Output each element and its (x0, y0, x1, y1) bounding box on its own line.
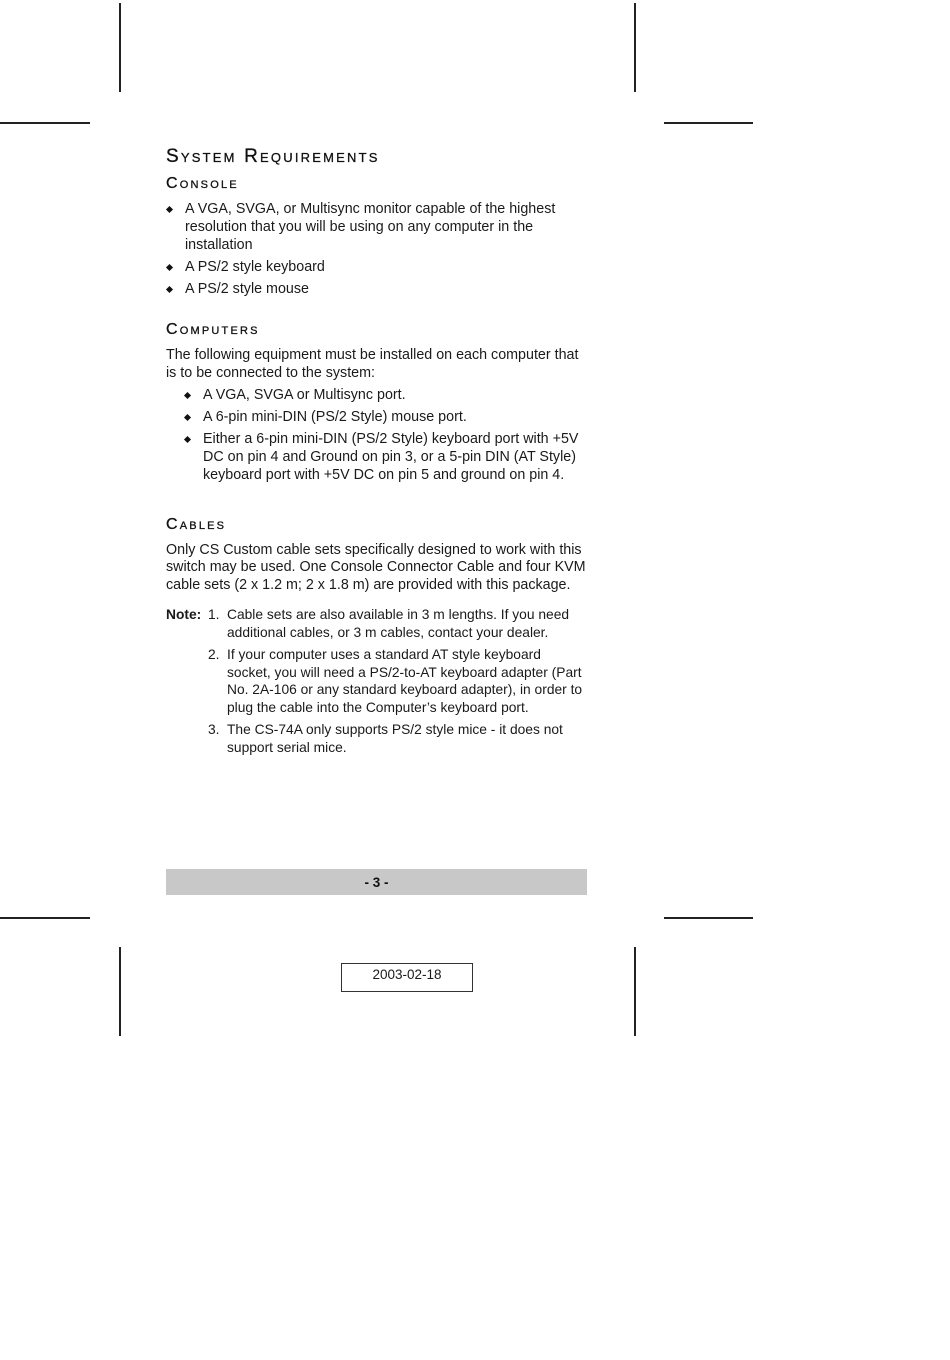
crop-mark-top-right-horizontal (664, 122, 753, 124)
note-text: The CS-74A only supports PS/2 style mice - it does not support serial mice. (227, 722, 563, 756)
computers-intro: The following equipment must be installed on each computer that is to be connected to the system: (166, 346, 579, 381)
crop-mark-top-left-horizontal (0, 122, 90, 124)
computers-heading: Computers (166, 320, 260, 338)
note-number: 1. (208, 606, 220, 622)
cables-intro: Only CS Custom cable sets specifically designed to work with this switch may be used. One Console Connector Cable and four KVM cable sets (2 x 1.2 m; 2 x 1.8 m) are provided with this package. (166, 541, 586, 594)
note-text: Cable sets are also available in 3 m lengths. If you need additional cables, or 3 m cables, contact your dealer. (227, 606, 570, 640)
list-item: A VGA, SVGA, or Multisync monitor capable of the highest resolution that you will be using on any computer in the installation (166, 201, 587, 254)
list-item: A PS/2 style keyboard (166, 259, 587, 277)
cables-notes (166, 606, 587, 757)
diamond-bullet-icon (184, 436, 191, 443)
section-title: System Requirements (166, 146, 380, 167)
crop-mark-bottom-left-horizontal (0, 917, 90, 919)
note-label: Note: (166, 606, 202, 622)
cables-heading: Cables (166, 515, 227, 533)
note-item (166, 606, 587, 642)
diamond-bullet-icon (184, 414, 191, 421)
page-number: - 3 - (364, 874, 389, 890)
list-item: A VGA, SVGA or Multisync port. (184, 387, 587, 405)
list-item: A 6-pin mini-DIN (PS/2 Style) mouse port. (184, 409, 587, 427)
date-text: 2003-02-18 (372, 967, 442, 982)
date-stamp (341, 963, 473, 992)
crop-mark-bottom-left-vertical (119, 947, 121, 1036)
console-list (166, 201, 587, 299)
note-number: 2. (208, 646, 220, 662)
list-item: Either a 6-pin mini-DIN (PS/2 Style) keyboard port with +5V DC on pin 4 and Ground on pin 3, or a 5-pin DIN (AT Style) keyboard port with +5V DC on pin 5 and ground on pin 4. (184, 431, 587, 484)
console-heading: Console (166, 175, 239, 192)
crop-mark-bottom-right-vertical (634, 947, 636, 1036)
page-content (166, 146, 587, 761)
crop-mark-top-right-vertical (634, 3, 636, 92)
computers-list (166, 387, 587, 485)
note-item (166, 646, 587, 717)
note-number: 3. (208, 722, 220, 738)
diamond-bullet-icon (184, 392, 191, 399)
diamond-bullet-icon (166, 206, 173, 213)
list-item: A PS/2 style mouse (166, 281, 587, 299)
note-item (166, 721, 587, 757)
diamond-bullet-icon (166, 264, 173, 271)
crop-mark-top-left-vertical (119, 3, 121, 92)
diamond-bullet-icon (166, 286, 173, 293)
crop-mark-bottom-right-horizontal (664, 917, 753, 919)
page-number-bar (166, 869, 587, 895)
note-text: If your computer uses a standard AT style keyboard socket, you will need a PS/2-to-AT keyboard adapter (Part No. 2A-106 or any standard keyboard adapter), in order to plug the cable into the Computer’s keyboard port. (227, 646, 583, 716)
